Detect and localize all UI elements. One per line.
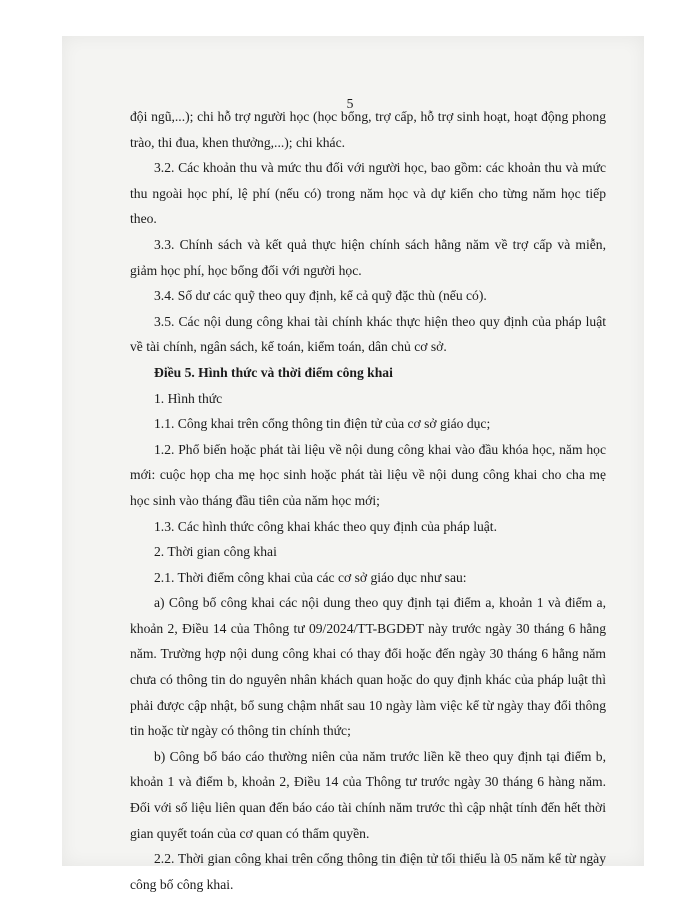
paragraph-1: đội ngũ,...); chi hỗ trợ người học (học bổng, trợ cấp, hỗ trợ sinh hoạt, hoạt động phong trào, thi đua, khen thưởng,...); chi khác. [130,109,606,150]
section-1-heading: 1. Hình thức [154,390,223,406]
paragraph-2-1-a: a) Công bố công khai các nội dung theo quy định tại điểm a, khoản 1 và điểm a, khoản 2, Điều 14 của Thông tư 09/2024/TT-BGDĐT này trước ngày 30 tháng 6 hằng năm. Trường hợp nội dung công khai có thay đổi hoặc đến ngày 30 tháng 6 hằng năm chưa có thông tin do nguyên nhân khách quan hoặc do quy định khác của pháp luật thì phải được cập nhật, bổ sung chậm nhất sau 10 ngày làm việc kể từ ngày thay đổi thông tin hoặc từ ngày có thông tin chính thức; [130,595,606,739]
paragraph-2-1-b: b) Công bố báo cáo thường niên của năm trước liền kề theo quy định tại điểm b, khoản 1 và điểm b, khoản 2, Điều 14 của Thông tư trước ngày 30 tháng 6 hàng năm. Đối với số liệu liên quan đến báo cáo tài chính năm trước thì cập nhật tính đến hết thời gian quyết toán của cơ quan có thẩm quyền. [130,748,606,841]
document-body [130,96,606,897]
paragraph-3-3: 3.3. Chính sách và kết quả thực hiện chính sách hằng năm về trợ cấp và miễn, giảm học phí, học bổng đối với người học. [130,236,606,278]
article-5-heading: Điều 5. Hình thức và thời điểm công khai [154,364,393,380]
paragraph-1-2: 1.2. Phổ biến hoặc phát tài liệu về nội dung công khai vào đầu khóa học, năm học mới: cuộc họp cha mẹ học sinh hoặc phát tài liệu về nội dung công khai cho cha mẹ học sinh vào tháng đầu tiên của năm học mới; [130,441,606,508]
paragraph-1-3: 1.3. Các hình thức công khai khác theo quy định của pháp luật. [154,518,497,534]
paragraph-3-4: 3.4. Số dư các quỹ theo quy định, kể cả quỹ đặc thù (nếu có). [154,288,487,304]
paragraph-2-1: 2.1. Thời điểm công khai của các cơ sở giáo dục như sau: [154,569,467,585]
paragraph-2-2: 2.2. Thời gian công khai trên cổng thông tin điện tử tối thiểu là 05 năm kể từ ngày công bố công khai. [130,851,606,892]
page-number: 5 [346,96,354,111]
paragraph-3-2: 3.2. Các khoản thu và mức thu đối với người học, bao gồm: các khoản thu và mức thu ngoài học phí, lệ phí (nếu có) trong năm học và dự kiến cho từng năm học tiếp theo. [130,160,606,227]
paragraph-1-1: 1.1. Công khai trên cổng thông tin điện tử của cơ sở giáo dục; [154,416,491,432]
section-2-heading: 2. Thời gian công khai [154,544,277,560]
paragraph-3-5: 3.5. Các nội dung công khai tài chính khác thực hiện theo quy định của pháp luật về tài chính, ngân sách, kế toán, kiểm toán, dân chủ cơ sở. [130,313,606,355]
